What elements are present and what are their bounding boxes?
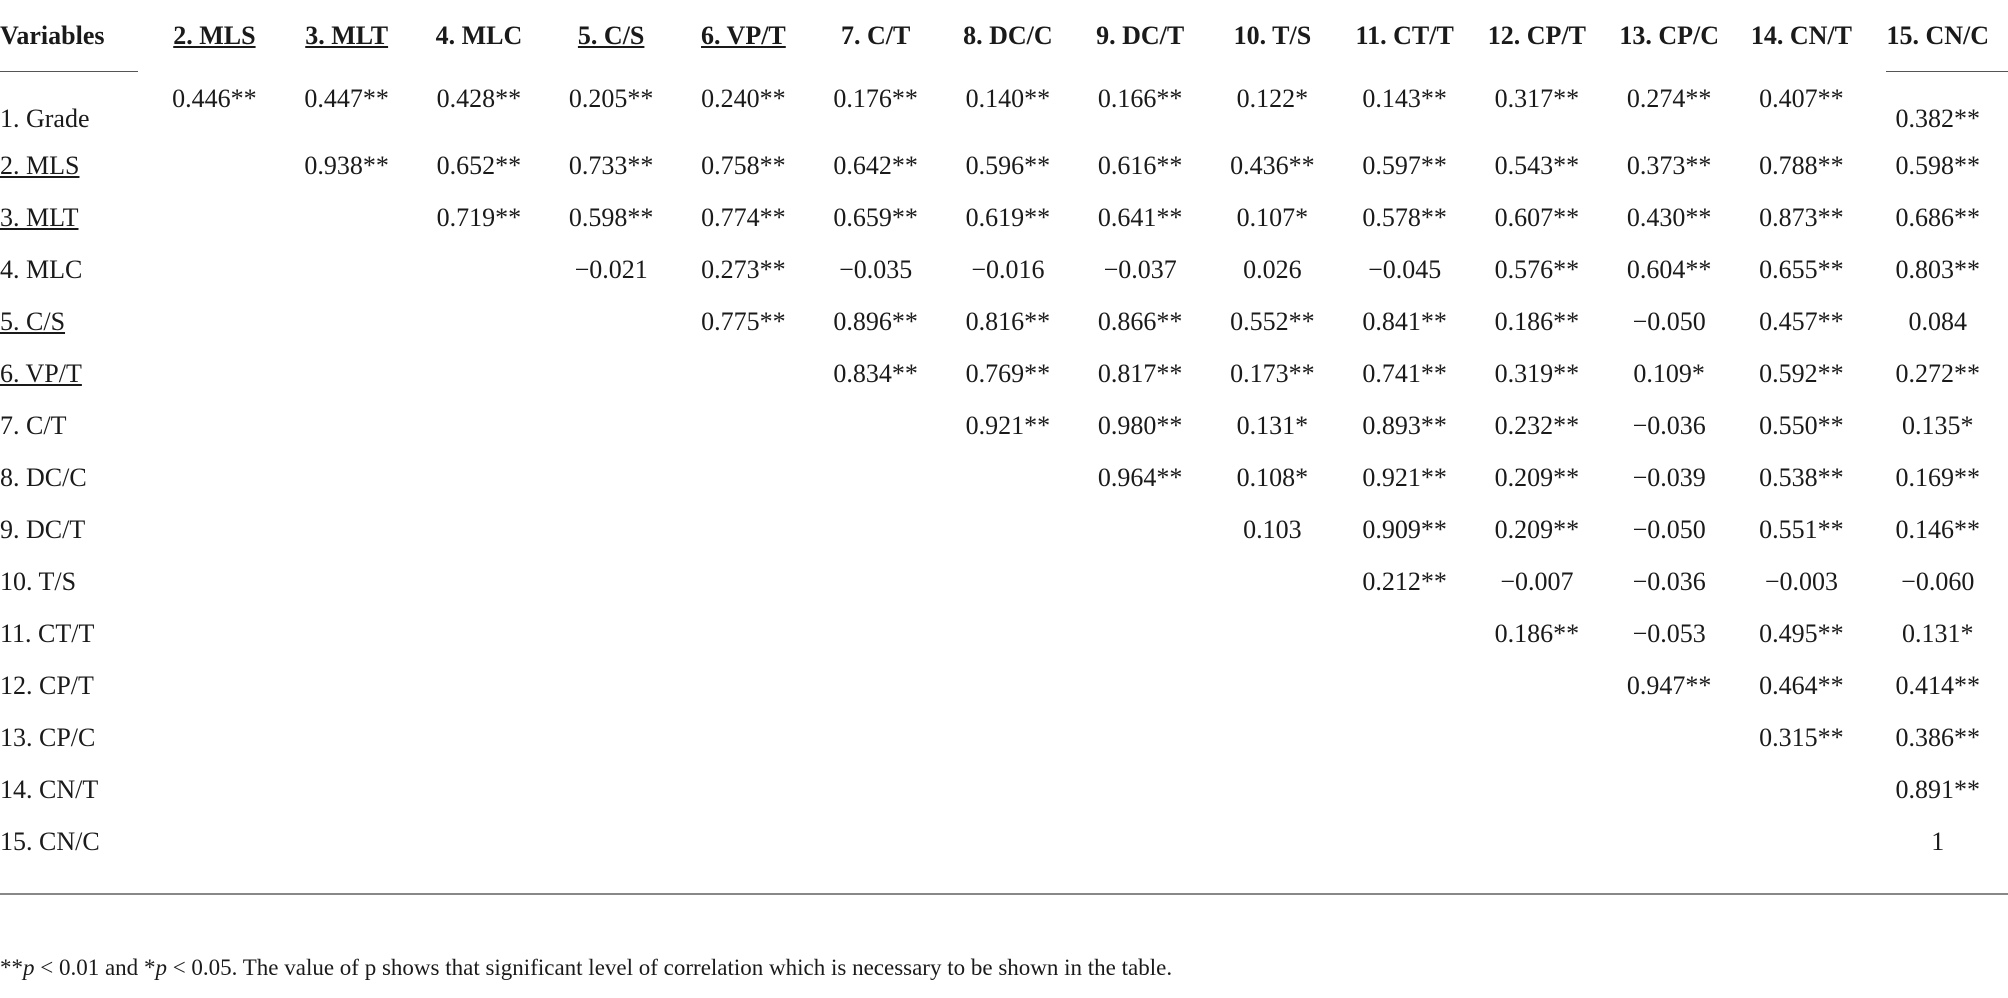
table-cell: [148, 504, 280, 556]
table-cell: [148, 140, 280, 192]
table-cell: −0.035: [839, 255, 913, 284]
table-cell: [545, 712, 677, 764]
table-cell: 0.741**: [1362, 359, 1447, 388]
table-cell: [545, 660, 677, 712]
table-cell: [810, 608, 942, 660]
table-cell: 0.866**: [1097, 307, 1183, 336]
column-header-label: 5. C/S: [577, 21, 645, 50]
table-cell: 0.652**: [436, 151, 522, 180]
table-cell: 0.273**: [701, 255, 786, 284]
table-cell: [810, 764, 942, 816]
table-cell: [1206, 764, 1338, 816]
table-cell: 0.551**: [1759, 515, 1844, 544]
table-cell: [413, 400, 545, 452]
row-label: [0, 816, 148, 868]
table-cell: [1339, 816, 1471, 868]
table-cell: 0.578**: [1362, 203, 1447, 232]
table-cell: [1206, 660, 1338, 712]
table-cell: [677, 452, 809, 504]
table-cell: 0.169**: [1895, 463, 1981, 492]
table-cell: 0.817**: [1097, 359, 1183, 388]
row-label: [0, 452, 148, 504]
column-header-label: 2. MLS: [173, 21, 256, 50]
column-header-label: 4. MLC: [435, 21, 523, 50]
table-cell: 0.272**: [1895, 359, 1981, 388]
table-cell: 0.166**: [1097, 84, 1183, 113]
column-header: [942, 0, 1074, 72]
table-cell: [281, 712, 413, 764]
table-cell: 0.841**: [1362, 307, 1447, 336]
table-cell: 0.873**: [1759, 203, 1844, 232]
table-row: [0, 452, 2008, 504]
table-cell: 0.457**: [1759, 307, 1844, 336]
table-cell: 0.775**: [701, 307, 786, 336]
table-cell: 0.641**: [1097, 203, 1183, 232]
table-cell: 0.596**: [965, 151, 1051, 180]
column-header: [1603, 0, 1735, 72]
table-body: [0, 72, 2008, 868]
table-cell: [1603, 712, 1735, 764]
table-cell: [942, 712, 1074, 764]
row-label: [0, 764, 148, 816]
table-cell: 0.446**: [172, 84, 257, 113]
table-cell: 0.135*: [1902, 411, 1974, 440]
table-cell: 0.964**: [1097, 463, 1183, 492]
table-cell: [942, 764, 1074, 816]
table-cell: [281, 348, 413, 400]
table-cell: [545, 452, 677, 504]
table-cell: [413, 452, 545, 504]
column-header: [545, 0, 677, 72]
table-cell: [413, 504, 545, 556]
table-cell: [148, 296, 280, 348]
footnote-p2-var: p: [155, 955, 167, 980]
column-header: [1074, 0, 1206, 72]
column-header: [1339, 0, 1471, 72]
column-header: [1868, 0, 2008, 72]
table-cell: [413, 764, 545, 816]
column-header-label: Variables: [0, 21, 105, 50]
table-cell: [942, 608, 1074, 660]
table-cell: [281, 816, 413, 868]
table-cell: [1471, 712, 1603, 764]
table-cell: −0.036: [1632, 411, 1706, 440]
table-cell: [148, 348, 280, 400]
row-label-text: 15. CN/C: [0, 827, 100, 856]
table-cell: 0.109*: [1633, 359, 1705, 388]
table-cell: 0.382**: [1895, 104, 1981, 133]
row-label-text: 6. VP/T: [0, 359, 82, 388]
table-cell: 0.143**: [1362, 84, 1447, 113]
table-cell: [413, 244, 545, 296]
row-label: [0, 660, 148, 712]
table-cell: [413, 348, 545, 400]
column-header: [677, 0, 809, 72]
column-header-label: 9. DC/T: [1096, 21, 1185, 50]
table-cell: [148, 660, 280, 712]
table-cell: 0.893**: [1362, 411, 1447, 440]
table-cell: [942, 816, 1074, 868]
table-cell: 0.607**: [1494, 203, 1580, 232]
table-cell: [810, 660, 942, 712]
table-cell: 0.212**: [1362, 567, 1447, 596]
table-row: [0, 556, 2008, 608]
table-cell: [677, 712, 809, 764]
row-label: [0, 244, 148, 296]
table-cell: 0.604**: [1626, 255, 1712, 284]
row-label-text: 5. C/S: [0, 307, 66, 336]
table-cell: 0.464**: [1759, 671, 1844, 700]
table-cell: −0.016: [971, 255, 1045, 284]
row-label-text: 7. C/T: [0, 411, 67, 440]
table-cell: −0.060: [1901, 567, 1975, 596]
table-cell: 0.386**: [1895, 723, 1981, 752]
table-cell: 1: [1931, 827, 1945, 856]
table-row: [0, 816, 2008, 868]
table-cell: [1735, 764, 1867, 816]
table-cell: [1339, 712, 1471, 764]
table-cell: [1074, 608, 1206, 660]
table-cell: [545, 816, 677, 868]
table-cell: 0.108*: [1236, 463, 1309, 492]
table-cell: [810, 816, 942, 868]
table-row: [0, 400, 2008, 452]
table-cell: −0.007: [1500, 567, 1574, 596]
row-label: [0, 192, 148, 244]
table-row: [0, 72, 2008, 140]
table-cell: [281, 504, 413, 556]
table-cell: [1074, 660, 1206, 712]
header-variables: [0, 0, 148, 72]
column-header-label: 3. MLT: [305, 21, 389, 50]
column-header-label: 13. CP/C: [1619, 21, 1719, 50]
row-label-text: 8. DC/C: [0, 463, 87, 492]
table-cell: [677, 660, 809, 712]
row-label: [0, 712, 148, 764]
table-cell: [677, 348, 809, 400]
table-cell: [942, 556, 1074, 608]
table-cell: 0.209**: [1494, 515, 1580, 544]
table-row: [0, 348, 2008, 400]
row-label-text: 11. CT/T: [0, 619, 95, 648]
column-header-label: 8. DC/C: [963, 21, 1053, 50]
table-cell: 0.084: [1908, 307, 1968, 336]
table-cell: [677, 504, 809, 556]
table-cell: 0.896**: [833, 307, 918, 336]
table-cell: 0.240**: [701, 84, 786, 113]
table-cell: 0.788**: [1759, 151, 1844, 180]
table-cell: [677, 816, 809, 868]
table-cell: 0.543**: [1494, 151, 1580, 180]
table-cell: 0.834**: [833, 359, 918, 388]
table-cell: 0.538**: [1759, 463, 1844, 492]
table-cell: 0.495**: [1759, 619, 1844, 648]
table-row: [0, 296, 2008, 348]
table-cell: [942, 504, 1074, 556]
table-cell: [148, 400, 280, 452]
table-cell: [281, 296, 413, 348]
table-row: [0, 608, 2008, 660]
table-cell: [1603, 816, 1735, 868]
table-cell: 0.103: [1243, 515, 1302, 544]
table-cell: 0.921**: [1362, 463, 1447, 492]
table-cell: [1735, 816, 1867, 868]
footnote-p1-stars: **: [0, 955, 23, 980]
table-cell: 0.373**: [1626, 151, 1712, 180]
table-cell: 0.131*: [1902, 619, 1974, 648]
table-cell: [677, 608, 809, 660]
table-cell: [942, 660, 1074, 712]
table-cell: [545, 504, 677, 556]
table-cell: 0.107*: [1236, 203, 1309, 232]
table-cell: [1339, 764, 1471, 816]
column-header-label: 12. CP/T: [1487, 21, 1587, 50]
table-cell: 0.176**: [833, 84, 918, 113]
table-cell: [942, 452, 1074, 504]
table-cell: [1074, 556, 1206, 608]
table-cell: [148, 192, 280, 244]
table-cell: 0.447**: [304, 84, 389, 113]
table-row: [0, 140, 2008, 192]
footnote-p2-stars: *: [143, 955, 156, 980]
table-cell: 0.209**: [1494, 463, 1580, 492]
table-cell: [1603, 764, 1735, 816]
table-cell: [148, 816, 280, 868]
table-cell: [281, 192, 413, 244]
column-header: [810, 0, 942, 72]
table-cell: 0.733**: [568, 151, 654, 180]
table-row: [0, 764, 2008, 816]
table-cell: 0.430**: [1626, 203, 1712, 232]
table-cell: [413, 296, 545, 348]
table-cell: [1339, 608, 1471, 660]
column-header: [413, 0, 545, 72]
table-cell: 0.026: [1243, 255, 1302, 284]
table-cell: 0.947**: [1626, 671, 1712, 700]
table-cell: 0.891**: [1895, 775, 1981, 804]
row-label-text: 12. CP/T: [0, 671, 94, 700]
table-cell: −0.045: [1368, 255, 1442, 284]
table-cell: 0.317**: [1494, 84, 1580, 113]
table-cell: 0.550**: [1759, 411, 1844, 440]
table-cell: [1074, 504, 1206, 556]
table-cell: 0.436**: [1230, 151, 1315, 180]
row-label-text: 4. MLC: [0, 255, 83, 284]
table-cell: 0.921**: [965, 411, 1051, 440]
column-header-label: 15. CN/C: [1886, 21, 1990, 50]
row-label-text: 9. DC/T: [0, 515, 86, 544]
table-cell: −0.050: [1632, 515, 1706, 544]
table-cell: [1471, 764, 1603, 816]
table-cell: [281, 660, 413, 712]
table-cell: −0.050: [1632, 307, 1706, 336]
table-cell: [810, 712, 942, 764]
table-cell: [545, 556, 677, 608]
table-row: [0, 660, 2008, 712]
table-footnote: [0, 955, 1172, 981]
column-header-label: 11. CT/T: [1355, 21, 1454, 50]
table-cell: 0.592**: [1759, 359, 1844, 388]
table-cell: [1074, 712, 1206, 764]
table-cell: [810, 400, 942, 452]
table-cell: [281, 244, 413, 296]
table-cell: 0.758**: [701, 151, 786, 180]
row-label-text: 10. T/S: [0, 567, 77, 596]
table-cell: 0.146**: [1895, 515, 1981, 544]
table-row: [0, 504, 2008, 556]
table-cell: −0.037: [1103, 255, 1177, 284]
table-cell: [677, 400, 809, 452]
table-cell: [1471, 816, 1603, 868]
table-cell: [281, 452, 413, 504]
column-header: [1735, 0, 1867, 72]
table-cell: [545, 764, 677, 816]
footnote-p1-rest: < 0.01 and: [34, 955, 144, 980]
table-cell: −0.003: [1764, 567, 1838, 596]
table-cell: [281, 608, 413, 660]
table-cell: 0.598**: [568, 203, 654, 232]
table-cell: −0.021: [574, 255, 648, 284]
table-cell: [148, 556, 280, 608]
row-label: [0, 140, 148, 192]
table-cell: [810, 556, 942, 608]
table-cell: [413, 608, 545, 660]
column-header-label: 10. T/S: [1233, 21, 1312, 50]
row-label-text: 3. MLT: [0, 203, 79, 232]
table-cell: [545, 400, 677, 452]
table-cell: [545, 296, 677, 348]
table-cell: 0.597**: [1362, 151, 1447, 180]
table-cell: 0.655**: [1759, 255, 1844, 284]
table-cell: [148, 712, 280, 764]
table-cell: [1471, 660, 1603, 712]
column-header: [281, 0, 413, 72]
table-cell: 0.428**: [436, 84, 522, 113]
table-cell: [545, 348, 677, 400]
table-cell: 0.719**: [436, 203, 522, 232]
table-cell: 0.980**: [1097, 411, 1183, 440]
table-cell: −0.039: [1632, 463, 1706, 492]
table-cell: [148, 608, 280, 660]
row-label-text: 1. Grade: [0, 104, 90, 133]
table-cell: [1206, 712, 1338, 764]
table-cell: 0.186**: [1494, 619, 1580, 648]
table-cell: 0.131*: [1236, 411, 1309, 440]
row-label-text: 14. CN/T: [0, 775, 99, 804]
table-cell: 0.642**: [833, 151, 918, 180]
table-cell: [1339, 660, 1471, 712]
table-cell: 0.576**: [1494, 255, 1580, 284]
table-cell: [677, 556, 809, 608]
table-cell: 0.319**: [1494, 359, 1580, 388]
row-label: [0, 296, 148, 348]
row-label: [0, 72, 148, 140]
table-cell: 0.407**: [1759, 84, 1844, 113]
column-header: [148, 0, 280, 72]
table-cell: 0.619**: [965, 203, 1051, 232]
column-header: [1206, 0, 1338, 72]
table-cell: 0.552**: [1230, 307, 1315, 336]
table-cell: [413, 660, 545, 712]
table-cell: [413, 712, 545, 764]
footnote-p2-rest: < 0.05. The value of p shows that significant level of correlation which is necessary to be shown in the table.: [166, 955, 1173, 980]
table-cell: 0.173**: [1230, 359, 1315, 388]
table-cell: 0.140**: [965, 84, 1051, 113]
row-label: [0, 348, 148, 400]
table-cell: [148, 764, 280, 816]
column-header-label: 14. CN/T: [1750, 21, 1852, 50]
table-cell: [413, 556, 545, 608]
table-cell: [1206, 608, 1338, 660]
table-cell: 0.938**: [304, 151, 389, 180]
row-label: [0, 556, 148, 608]
row-label: [0, 400, 148, 452]
table-cell: [148, 452, 280, 504]
table-cell: 0.816**: [965, 307, 1051, 336]
row-label-text: 13. CP/C: [0, 723, 96, 752]
table-cell: [281, 764, 413, 816]
table-cell: 0.616**: [1097, 151, 1183, 180]
table-cell: 0.414**: [1895, 671, 1981, 700]
table-cell: −0.036: [1632, 567, 1706, 596]
table-cell: 0.122*: [1236, 84, 1309, 113]
table-cell: 0.598**: [1895, 151, 1981, 180]
table-cell: [281, 556, 413, 608]
table-cell: [810, 452, 942, 504]
table-cell: [148, 244, 280, 296]
row-label-text: 2. MLS: [0, 151, 80, 180]
table-header: [0, 0, 2008, 72]
table-cell: 0.186**: [1494, 307, 1580, 336]
table-cell: 0.803**: [1895, 255, 1981, 284]
footnote-p1-var: p: [23, 955, 35, 980]
column-header-label: 6. VP/T: [701, 21, 786, 50]
table-cell: [1206, 556, 1338, 608]
table-cell: [545, 608, 677, 660]
table-bottom-rule: [0, 893, 2008, 895]
table-cell: [413, 816, 545, 868]
table-cell: −0.053: [1632, 619, 1706, 648]
table-cell: 0.232**: [1494, 411, 1580, 440]
table-cell: [1074, 816, 1206, 868]
table-cell: 0.659**: [833, 203, 918, 232]
row-label: [0, 504, 148, 556]
table-cell: 0.315**: [1759, 723, 1844, 752]
table-cell: 0.274**: [1626, 84, 1712, 113]
header-row: [0, 0, 2008, 72]
table-cell: [281, 400, 413, 452]
table-row: [0, 712, 2008, 764]
column-header-label: 7. C/T: [840, 21, 911, 50]
column-header: [1471, 0, 1603, 72]
table-cell: [1074, 764, 1206, 816]
table-row: [0, 244, 2008, 296]
row-label: [0, 608, 148, 660]
table-cell: [677, 764, 809, 816]
table-cell: 0.205**: [568, 84, 654, 113]
table-cell: 0.774**: [701, 203, 786, 232]
table-cell: 0.909**: [1362, 515, 1447, 544]
table-cell: 0.769**: [965, 359, 1051, 388]
table-row: [0, 192, 2008, 244]
table-cell: [1206, 816, 1338, 868]
table-cell: [810, 504, 942, 556]
table-cell: 0.686**: [1895, 203, 1981, 232]
